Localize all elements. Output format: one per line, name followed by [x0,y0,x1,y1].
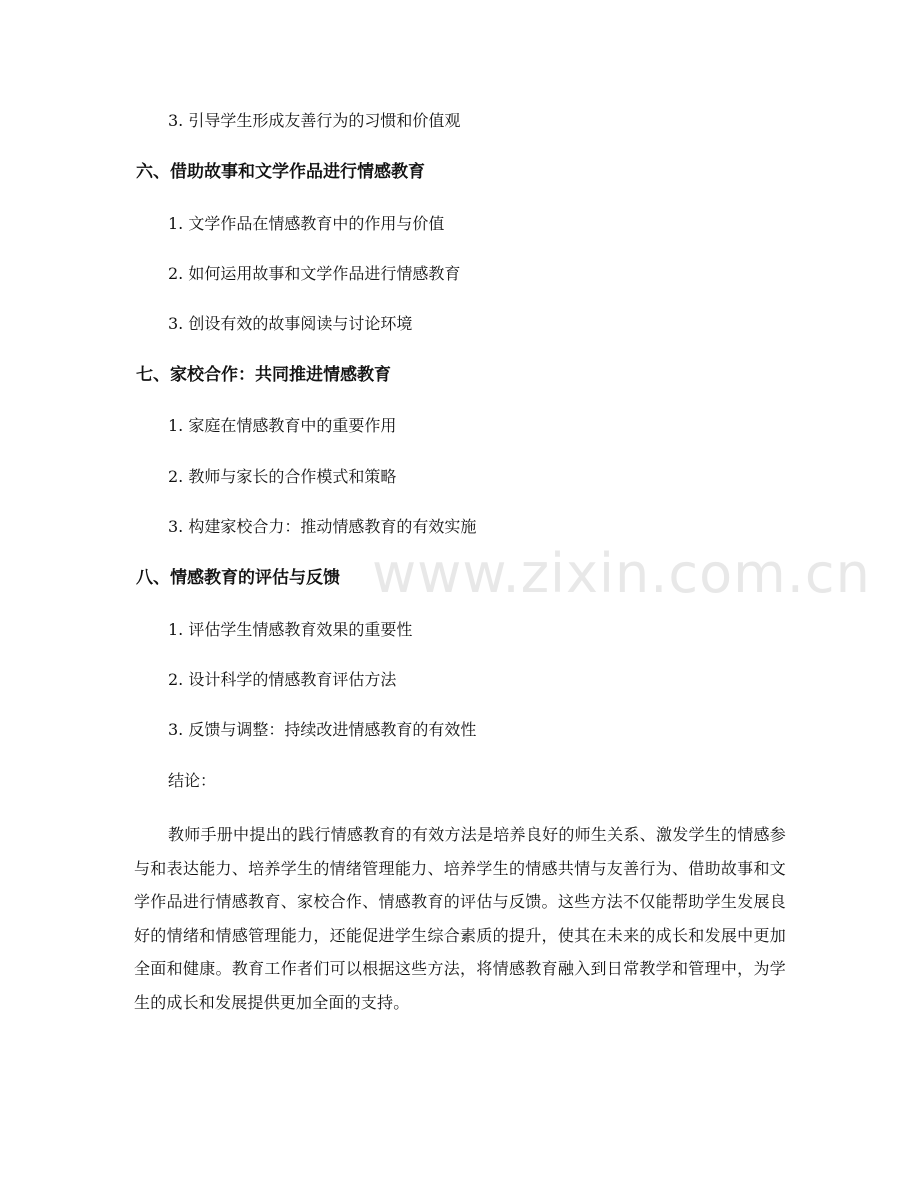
list-item: 1. 文学作品在情感教育中的作用与价值 [168,214,445,233]
section-heading: 六、借助故事和文学作品进行情感教育 [136,162,425,182]
list-item: 1. 家庭在情感教育中的重要作用 [168,416,397,435]
list-item: 1. 评估学生情感教育效果的重要性 [168,620,413,639]
list-item: 3. 引导学生形成友善行为的习惯和价值观 [168,111,461,130]
list-item: 3. 构建家校合力：推动情感教育的有效实施 [168,517,477,536]
list-item: 2. 如何运用故事和文学作品进行情感教育 [168,264,461,283]
list-item: 2. 设计科学的情感教育评估方法 [168,670,397,689]
section-heading: 八、情感教育的评估与反馈 [136,568,340,588]
conclusion-paragraph: 教师手册中提出的践行情感教育的有效方法是培养良好的师生关系、激发学生的情感参与和表达能力、培养学生的情绪管理能力、培养学生的情感共情与友善行为、借助故事和文学作品进行情感教育、家校合作、情感教育的评估与反馈。这些方法不仅能帮助学生发展良好的情绪和情感管理能力，还能促进学生综合素质的提升，使其在未来的成长和发展中更加全面和健康。教育工作者们可以根据这些方法，将情感教育融入到日常教学和管理中，为学生的成长和发展提供更加全面的支持。 [134,825,786,1012]
watermark: www.zixin.com.cn [372,542,871,605]
section-heading: 七、家校合作：共同推进情感教育 [136,365,391,385]
conclusion-label: 结论： [168,771,217,790]
list-item: 3. 创设有效的故事阅读与讨论环境 [168,314,413,333]
list-item: 2. 教师与家长的合作模式和策略 [168,467,397,486]
list-item: 3. 反馈与调整：持续改进情感教育的有效性 [168,720,477,739]
